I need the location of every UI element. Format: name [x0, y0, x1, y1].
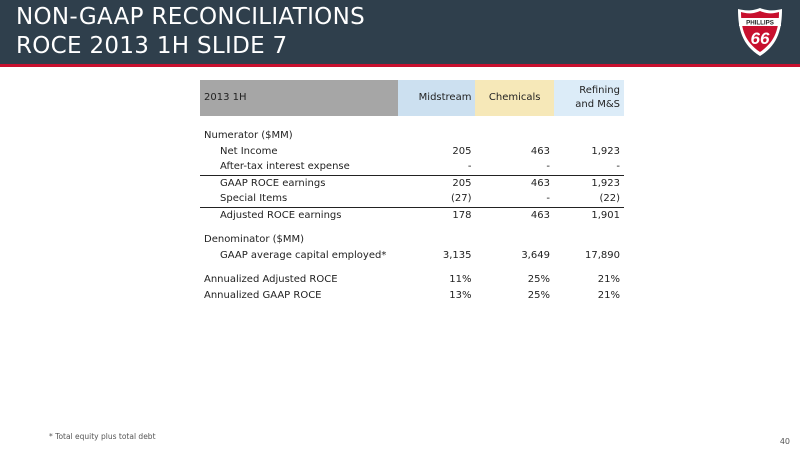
- row-label: Special Items: [220, 193, 288, 205]
- logo-text-phillips: PHILLIPS: [746, 19, 774, 27]
- cell-refining: 1,923: [554, 175, 624, 191]
- slide-title-line-2: ROCE 2013 1H SLIDE 7: [16, 33, 288, 59]
- cell-chemicals: 3,649: [521, 249, 550, 261]
- table-header-row: [200, 80, 624, 116]
- row-label: Adjusted ROCE earnings: [200, 207, 398, 223]
- logo-text-66: 66: [750, 29, 770, 48]
- cell-midstream: 11%: [449, 274, 472, 286]
- row-label: Annualized Adjusted ROCE: [204, 274, 338, 286]
- cell-midstream: 3,135: [442, 249, 472, 261]
- cell-chemicals: 25%: [527, 289, 550, 301]
- row-label: Annualized GAAP ROCE: [204, 289, 322, 301]
- section-heading-denominator: Denominator ($MM): [204, 234, 305, 246]
- cell-chemicals: -: [546, 161, 550, 173]
- table-row: [200, 272, 624, 288]
- row-label: Net Income: [220, 145, 278, 157]
- table-row: [200, 207, 624, 223]
- table-row: [200, 159, 624, 175]
- row-label: GAAP average capital employed*: [220, 249, 387, 261]
- header-divider: [0, 64, 800, 67]
- cell-refining: -: [616, 161, 620, 173]
- table-row: [200, 288, 624, 304]
- cell-chemicals: 463: [530, 145, 550, 157]
- col-header-midstream: Midstream: [398, 80, 475, 116]
- table-row: [200, 248, 624, 264]
- cell-chemicals: 463: [475, 175, 553, 191]
- cell-refining: 21%: [597, 289, 620, 301]
- col-header-period: 2013 1H: [200, 80, 398, 116]
- page-number: 40: [779, 437, 790, 446]
- section-heading-numerator: Numerator ($MM): [204, 130, 293, 142]
- col-header-refining: Refining and M&S: [554, 80, 624, 116]
- slide-title-line-1: NON-GAAP RECONCILIATIONS: [16, 4, 365, 30]
- row-label: After-tax interest expense: [220, 161, 350, 173]
- cell-midstream: 205: [452, 145, 472, 157]
- row-label: GAAP ROCE earnings: [200, 175, 398, 191]
- table-row: [200, 191, 624, 207]
- cell-midstream: 178: [398, 207, 475, 223]
- cell-refining: 17,890: [585, 249, 620, 261]
- table-row: [200, 175, 624, 191]
- cell-chemicals: 463: [475, 207, 553, 223]
- cell-refining: (22): [599, 193, 620, 205]
- cell-midstream: 13%: [449, 289, 472, 301]
- phillips-66-shield-logo-icon: [736, 7, 784, 57]
- footnote: * Total equity plus total debt: [49, 432, 156, 441]
- table-row: [200, 144, 624, 160]
- roce-reconciliation-table: [200, 80, 624, 303]
- cell-refining: 21%: [597, 274, 620, 286]
- cell-chemicals: 25%: [527, 274, 550, 286]
- cell-refining: 1,901: [554, 207, 624, 223]
- cell-refining: 1,923: [591, 145, 620, 157]
- col-header-chemicals: Chemicals: [475, 80, 553, 116]
- cell-midstream: 205: [398, 175, 475, 191]
- slide-header: [0, 0, 800, 64]
- cell-chemicals: -: [546, 193, 550, 205]
- cell-midstream: (27): [450, 193, 472, 205]
- cell-midstream: -: [467, 161, 472, 173]
